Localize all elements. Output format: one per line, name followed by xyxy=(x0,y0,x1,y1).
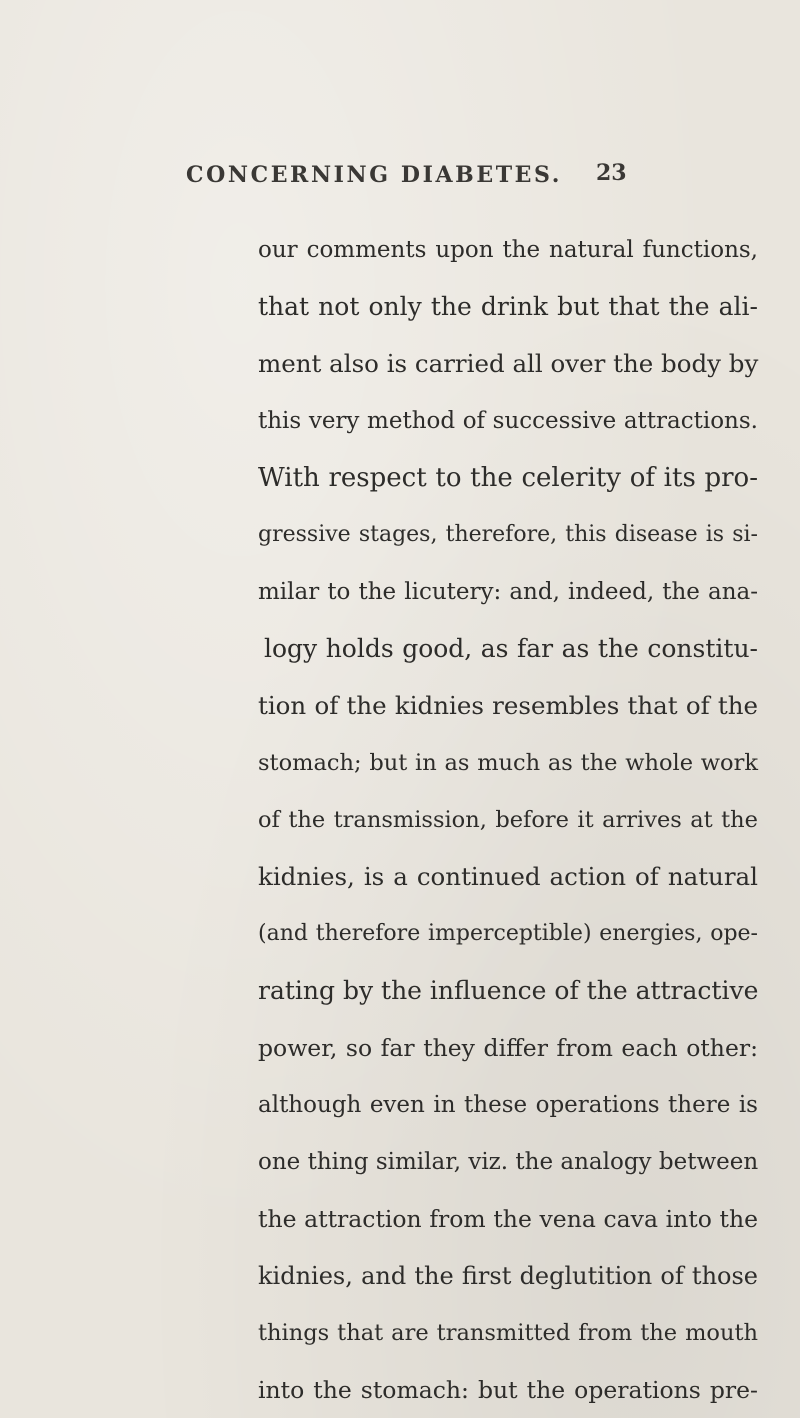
text-line: one thing similar, viz. the analogy between xyxy=(258,1149,759,1175)
text-line: power, so far they differ from each other: xyxy=(258,1034,758,1062)
page-number: 23 xyxy=(596,160,627,186)
text-line: With respect to the celerity of its pro- xyxy=(258,463,758,493)
text-line: (and therefore imperceptible) energies, ope- xyxy=(258,921,758,946)
text-line: the attraction from the vena cava into the xyxy=(258,1205,758,1233)
text-line: gressive stages, therefore, this disease is si- xyxy=(258,522,758,547)
text-line: stomach; but in as much as the whole work xyxy=(258,750,758,776)
text-line: of the transmission, before it arrives at the xyxy=(258,807,758,833)
text-line: this very method of successive attractions. xyxy=(258,408,758,434)
text-line: that not only the drink but that the ali- xyxy=(258,292,758,321)
text-line: rating by the influence of the attractive xyxy=(258,976,759,1005)
text-line: things that are transmitted from the mouth xyxy=(258,1320,758,1346)
text-line: although even in these operations there is xyxy=(258,1092,758,1118)
text-line: our comments upon the natural functions, xyxy=(258,237,758,263)
text-line: logy holds good, as far as the constitu- xyxy=(264,634,758,663)
text-line: ment also is carried all over the body by xyxy=(258,349,759,378)
text-line: milar to the licutery: and, indeed, the ana- xyxy=(258,579,758,605)
text-line: tion of the kidnies resembles that of the xyxy=(258,691,758,720)
text-line: into the stomach: but the operations pre- xyxy=(258,1376,758,1404)
running-title: CONCERNING DIABETES. xyxy=(186,162,563,188)
text-line: kidnies, and the first deglutition of those xyxy=(258,1262,758,1290)
text-line: kidnies, is a continued action of natural xyxy=(258,862,758,891)
